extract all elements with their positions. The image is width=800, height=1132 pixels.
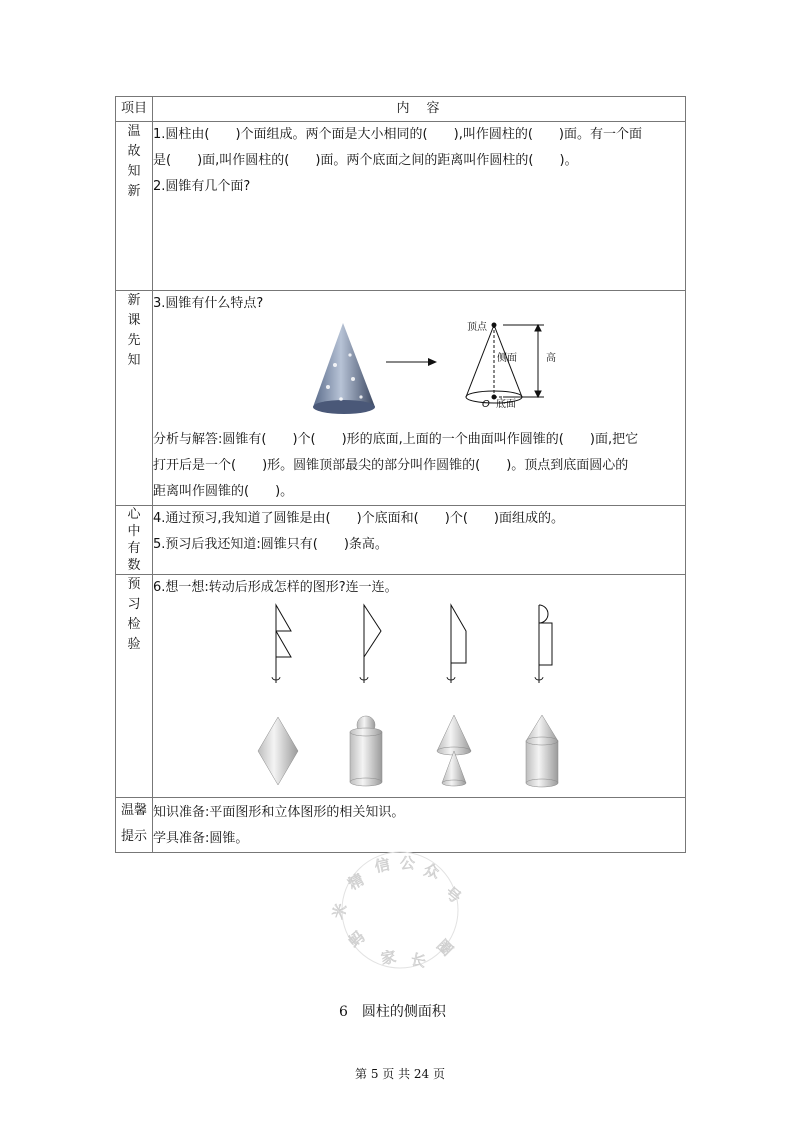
question-3: 3.圆锥有什么特点? (153, 296, 264, 311)
label-tips-line-1: 温馨 (120, 803, 147, 818)
apex-label: 顶点 (467, 322, 487, 333)
content-review (153, 122, 686, 291)
svg-text:家: 家 (379, 947, 398, 968)
tools-prep: 学具准备:圆锥。 (153, 831, 249, 846)
watermark-seal (320, 848, 480, 973)
svg-text:公: 公 (400, 854, 416, 872)
plane-shape-3 (447, 605, 466, 683)
label-preview-text: 新课先知 (127, 293, 141, 368)
height-label: 高 (546, 353, 556, 364)
plane-shape-2 (360, 605, 381, 683)
cone-figure (153, 317, 685, 427)
row-tips (116, 798, 686, 853)
row-check (116, 575, 686, 798)
question-6: 6.想一想:转动后形成怎样的图形?连一连。 (153, 580, 398, 595)
header-row (116, 97, 686, 122)
section-title: 6 圆柱的侧面积 (339, 1004, 446, 1020)
label-check (116, 575, 153, 798)
svg-text:蚂: 蚂 (345, 927, 369, 952)
question-2: 2.圆锥有几个面? (153, 179, 251, 194)
label-review-text: 温故知新 (127, 124, 141, 199)
svg-text:精: 精 (345, 870, 368, 894)
cone-diagram (153, 317, 709, 427)
center-label: O (482, 399, 490, 410)
party-hat-cone (313, 323, 375, 414)
svg-text:号: 号 (441, 883, 465, 907)
question-1-line-2: 是( )面,叫作圆柱的( )面。两个底面之间的距离叫作圆柱的( )。 (153, 153, 578, 168)
analysis-line-2: 打开后是一个( )形。圆锥顶部最尖的部分叫作圆锥的( )。顶点到底面圆心的 (153, 458, 629, 473)
knowledge-prep: 知识准备:平面图形和立体图形的相关知识。 (153, 805, 405, 820)
label-review (116, 122, 153, 291)
content-preview (153, 291, 686, 506)
content-tips (153, 798, 686, 853)
analysis-line-3: 距离叫作圆锥的( )。 (153, 484, 294, 499)
row-review (116, 122, 686, 291)
base-label: 底面 (496, 399, 516, 410)
svg-text:长: 长 (409, 950, 428, 972)
rotation-diagram (153, 601, 709, 791)
question-4: 4.通过预习,我知道了圆锥是由( )个底面和( )个( )面组成的。 (153, 511, 564, 526)
label-tips-line-2: 提示 (120, 829, 147, 844)
label-preview (116, 291, 153, 506)
content-mind (153, 506, 686, 575)
svg-text:众: 众 (421, 860, 442, 882)
svg-text:米: 米 (328, 901, 351, 922)
question-1-line-1: 1.圆柱由( )个面组成。两个面是大小相同的( ),叫作圆柱的( )面。有一个面 (153, 127, 642, 142)
label-tips (116, 798, 153, 853)
content-check (153, 575, 686, 798)
header-content: 内 容 (153, 97, 686, 122)
analysis-line-1: 分析与解答:圆锥有( )个( )形的底面,上面的一个曲面叫作圆锥的( )面,把它 (153, 432, 639, 447)
solid-cone-on-cylinder (526, 715, 558, 787)
question-5: 5.预习后我还知道:圆锥只有( )条高。 (153, 537, 388, 552)
svg-text:圈: 圈 (433, 936, 457, 960)
side-label: 侧面 (497, 353, 517, 364)
label-mind (116, 506, 153, 575)
row-mind (116, 506, 686, 575)
header-item: 项目 (116, 97, 153, 122)
label-mind-text: 心中有数 (127, 507, 141, 573)
arrow-icon (386, 358, 437, 366)
rotation-matching-figure (153, 601, 685, 797)
preview-table (115, 96, 686, 853)
plane-shape-4 (535, 605, 552, 683)
page-footer: 第 5 页 共 24 页 (355, 1067, 445, 1081)
svg-text:信: 信 (373, 855, 392, 876)
solid-cylinder-with-sphere (350, 716, 382, 786)
label-check-text: 预习检验 (127, 577, 141, 652)
plane-shape-1 (272, 605, 291, 683)
row-preview (116, 291, 686, 506)
solid-double-cone (258, 717, 298, 785)
solid-cone-on-cone (437, 715, 471, 786)
